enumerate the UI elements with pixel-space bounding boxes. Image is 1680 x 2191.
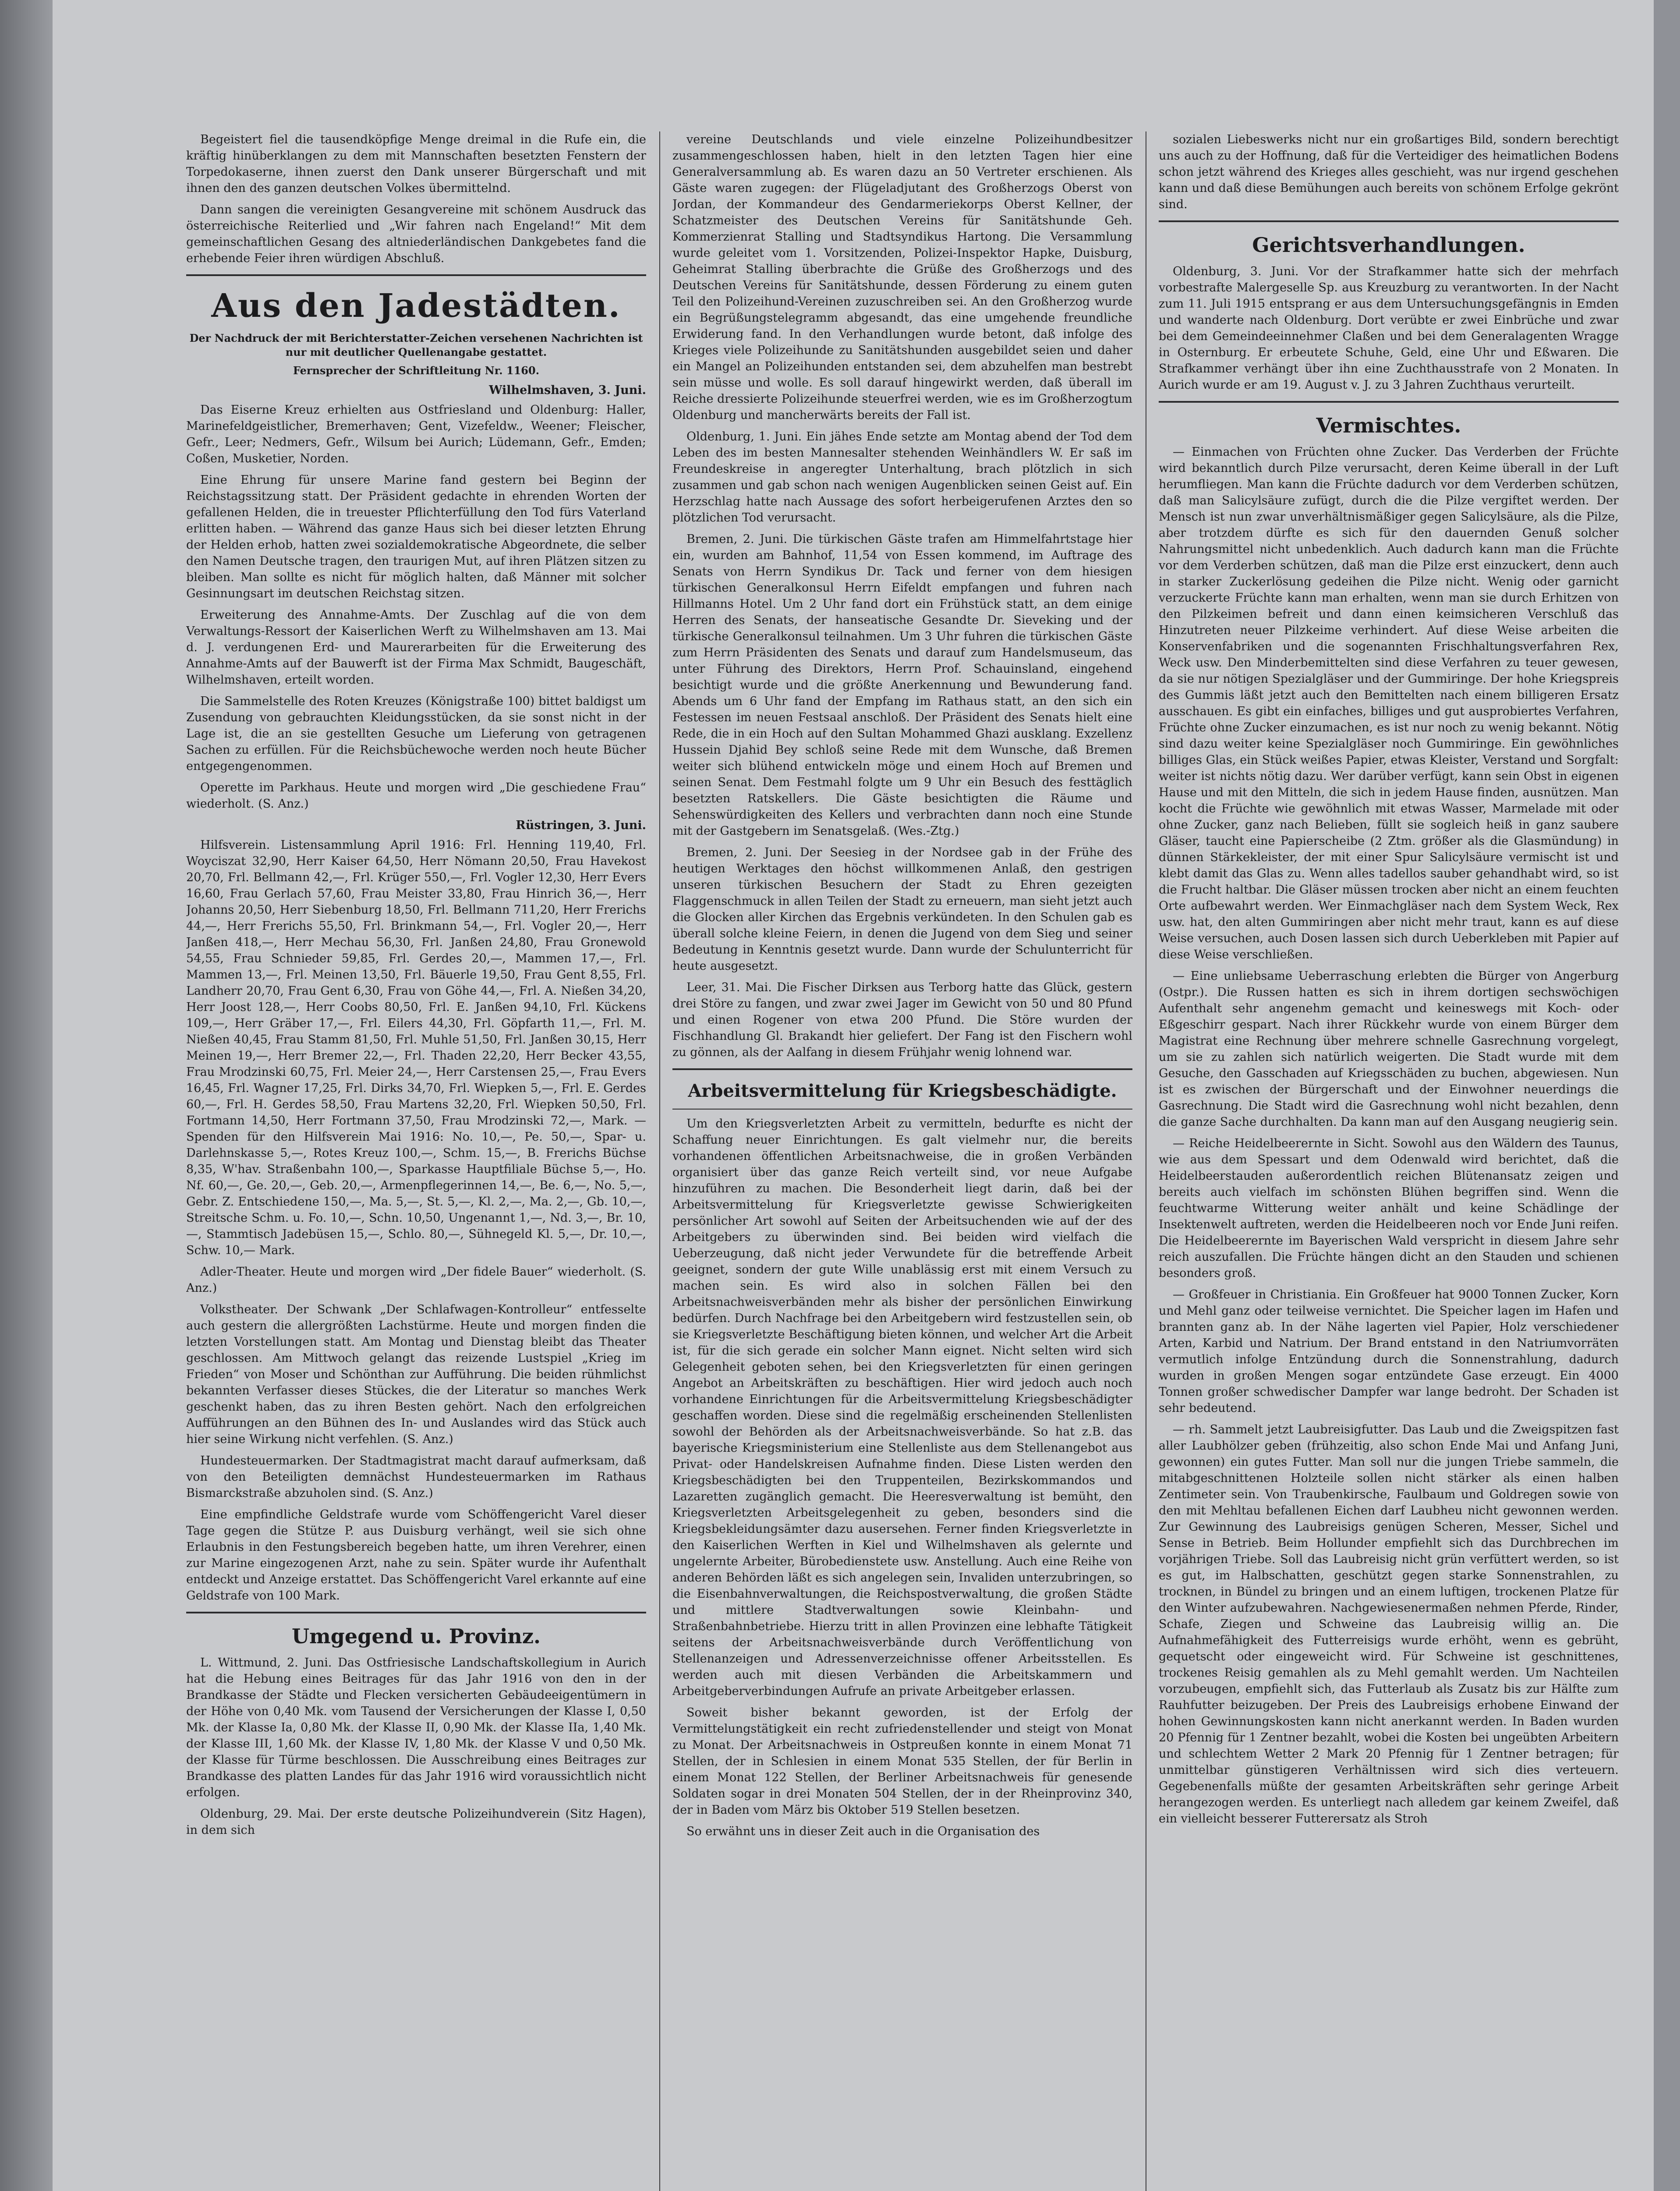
article-paragraph: Um den Kriegsverletzten Arbeit zu vermitteln, bedurfte es nicht der Schaffung neuer Einrichtungen. Es galt vielmehr nur, die bereits vorhandenen öffentlichen Arbeitsnachweise, die in großen Verbänden organisiert über das ganze Reich verteilt sind, vor neue Aufgabe hinzuführen zu machen. Die Besonderheit liegt darin, daß bei der Arbeitsvermittelung für Kriegsverletzte gewisse Schwierigkeiten persönlicher Art sowohl auf Seiten der Arbeitsuchenden wie auf der des Arbeitgebers zu überwinden sind. Bei beiden wird vielfach die Ueberzeugung, daß nicht jeder Verwundete für die betreffende Arbeit geeignet, sondern der gute Wille unablässig erst mit einem Versuch zu machen sein. Es wird also in solchen Fällen bei den Arbeitsnachweisverbänden mehr als bisher der persönlichen Einwirkung bedürfen. Durch Nachfrage bei den Arbeitgebern wird festzustellen sein, ob sie Kriegsverletzte Beschäftigung bieten können, und welcher Art die Arbeit ist, für die sich gerade ein solcher Mann eignet. Nicht selten wird sich Gelegenheit geboten sehen, bei den Kriegsverletzten für einen geringen Angebot an Arbeitskräften zu beschäftigen. Hier wird jedoch auch noch vorhandene Einrichtungen für die Arbeitsvermittelung Kriegsbeschädigter geschaffen worden. Diese sind die regelmäßig erscheinenden Stellenlisten sowohl der Behörden als der Arbeitsnachweisverbände. So hat z.B. das bayerische Kriegsministerium eine Stellenliste aus dem Stellenangebot aus Privat- oder Handelskreisen Aufnahme finden. Diese Listen werden den Kriegsbeschädigten bei den Truppenteilen, Bezirkskommandos und Lazaretten zugänglich gemacht. Die Heeresverwaltung ist bemüht, den Kriegsverletzten Arbeitsgelegenheit zu geben, besonders sind die Kriegsbekleidungsämter dazu ausersehen. Ferner finden Kriegsverletzte in den Kaiserlichen Werften in Kiel und Wilhelmshaven als gelernte und ungelernte Arbeiter, Bürobedienstete usw. Anstellung. Auch eine Reihe von anderen Behörden läßt es sich angelegen sein, Invaliden unterzubringen, so die Eisenbahnverwaltungen, die Reichspostverwaltung, die großen Städte und mittlere Stadtverwaltungen sowie Kleinbahn- und Straßenbahnbetriebe. Hierzu tritt in allen Provinzen eine lebhafte Tätigkeit seitens der Arbeitsnachweisverbände durch Veröffentlichung von Stellenanzeigen und Adressenverzeichnisse offener Arbeitsstellen. Es werden auch mit diesen Verbänden die Arbeitskammern und Arbeitgeberverbindungen Aufrufe an private Arbeitgeber erlassen. bbox=[672, 1117, 1132, 1698]
article-paragraph: So erwähnt uns in dieser Zeit auch in die Organisation des bbox=[686, 1825, 1040, 1838]
article-paragraph: sozialen Liebeswerks nicht nur ein großartiges Bild, sondern berechtigt uns auch zu der Hoffnung, daß für die Verteidiger des heimatlichen Bodens schon jetzt während des Krieges alles geschieht, was nur irgend geschehen kann und daß diese Bemühungen auch bereits von schönem Erfolge gekrönt sind. bbox=[1159, 133, 1619, 211]
article-paragraph: Das Eiserne Kreuz erhielten aus Ostfriesland und Oldenburg: Haller, Marinefeldgeistlicher, Bremerhaven; Gent, Vizefeldw., Weener; Fleischer, Gefr., Leer; Nedmers, Gefr., Wilsum bei Aurich; Lüdemann, Gefr., Emden; Coßen, Musketier, Norden. bbox=[186, 403, 646, 465]
column-1 bbox=[186, 131, 646, 2191]
article-paragraph: — Reiche Heidelbeerernte in Sicht. Sowohl aus den Wäldern des Taunus, wie aus dem Spessart und dem Odenwald wird berichtet, daß die Heidelbeerstauden außerordentlich reichen Blütenansatz zeigen und bereits auch vielfach im schönsten Blühen begriffen sind. Wenn die feuchtwarme Witterung weiter anhält und keine Schädlinge der Insektenwelt auftreten, werden die Heidelbeeren noch vor Ende Juni reifen. Die Heidelbeerernte im Bayerischen Wald verspricht in diesem Jahre sehr reich auszufallen. Die Früchte hängen dicht an den Stauden und schienen besonders groß. bbox=[1159, 1137, 1619, 1280]
section-heading-umgegend: Umgegend u. Provinz. bbox=[291, 1624, 541, 1648]
section-divider bbox=[186, 274, 646, 276]
newspaper-text-area bbox=[186, 131, 1619, 2191]
article-paragraph: Eine Ehrung für unsere Marine fand gestern bei Beginn der Reichstagssitzung statt. Der Präsident gedachte in ehrenden Worten der gefallenen Helden, die in treuester Pflichterfüllung den Tod fürs Vaterland erlitten haben. — Während das ganze Haus sich bei dieser letzten Ehrung der Helden erhob, hatten zwei sozialdemokratische Abgeordnete, die selber den Namen Deutsche tragen, den traurigen Mut, auf ihren Plätzen sitzen zu bleiben. Man sollte es nicht für möglich halten, daß Männer mit solcher Gesinnungsart im deutschen Reichstag sitzen. bbox=[186, 473, 646, 600]
article-paragraph: Soweit bisher bekannt geworden, ist der Erfolg der Vermittelungstätigkeit ein recht zufriedenstellender und steigt von Monat zu Monat. Der Arbeitsnachweis in Ostpreußen konnte in einem Monat 71 Stellen, der in Schlesien in einem Monat 535 Stellen, der für Berlin in einem Monat 122 Stellen, der Berliner Arbeitsnachweis für genesende Soldaten sogar in drei Monaten 504 Stellen, der in der Rheinprovinz 340, der in Baden vom März bis Oktober 519 Stellen besetzen. bbox=[672, 1706, 1132, 1817]
reprint-note: Der Nachdruck der mit Berichterstatter-Zeichen versehenen Nachrichten ist nur mit deutlicher Quellenangabe gestattet. bbox=[189, 332, 643, 358]
article-paragraph: Hilfsverein. Listensammlung April 1916: Frl. Henning 119,40, Frl. Woyciszat 32,90, Herr Kaiser 64,50, Herr Nömann 20,50, Frau Havekost 20,70, Frl. Bellmann 42,—, Frl. Krüger 550,—, Frl. Vogler 12,30, Herr Evers 16,60, Frau Gerlach 57,60, Frau Meister 33,80, Frau Hinrich 36,—, Herr Johanns 20,50, Herr Siebenburg 18,50, Frl. Bellmann 711,20, Herr Frerichs 44,—, Herr Frerichs 55,50, Frl. Brinkmann 54,—, Frl. Vogler 20,—, Herr Janßen 418,—, Herr Mechau 56,30, Frl. Janßen 24,80, Frau Gronewold 54,55, Frau Schnieder 59,85, Frl. Gerdes 20,—, Mammen 17,—, Frl. Mammen 13,—, Frl. Meinen 13,50, Frl. Bäuerle 19,50, Frau Gent 8,55, Frl. Landherr 20,70, Frau Gent 6,30, Frau von Göhe 44,—, Frl. A. Nießen 34,20, Herr Joost 128,—, Herr Coobs 80,50, Frl. E. Janßen 94,10, Frl. Kückens 109,—, Herr Gräber 17,—, Frl. Eilers 44,30, Frl. Göpfarth 11,—, Frl. M. Nießen 40,45, Frau Stamm 81,50, Frl. Muhle 51,50, Frl. Janßen 30,15, Herr Meinen 19,—, Herr Bremer 22,—, Frl. Thaden 22,20, Herr Becker 43,55, Frau Mrodzinski 60,75, Frl. Meier 24,—, Herr Carstensen 25,—, Frau Evers 16,45, Frl. Wagner 17,25, Frl. Dirks 34,70, Frl. Wiepken 5,—, Frl. E. Gerdes 60,—, Frl. H. Gerdes 58,50, Frau Martens 32,20, Frl. Wiepken 50,50, Frl. Fortmann 14,50, Herr Fortmann 37,50, Frau Mrodzinski 72,—, Mark. — Spenden für den Hilfsverein Mai 1916: No. 10,—, Pe. 50,—, Spar- u. Darlehnskasse 5,—, Rotes Kreuz 100,—, Schm. 15,—, B. Frerichs Büchse 8,35, W'hav. Straßenbahn 100,—, Sparkasse Hauptfiliale Büchse 5,—, Ho. Nf. 60,—, Ge. 20,—, Geb. 20,—, Armenpflegerinnen 14,—, Be. 6,—, No. 5,—, Gebr. Z. Entschiedene 150,—, Ma. 5,—, St. 5,—, Kl. 2,—, Ma. 2,—, Gb. 10,—, Streitsche Schm. u. Fo. 10,—, Schn. 10,50, Ungenannt 1,—, Nd. 3,—, Br. 10,—, Stammtisch Jadebüsen 15,—, Schlo. 80,—, Sühnegeld Kl. 5,—, Dr. 10,—, Schw. 10,— Mark. bbox=[186, 838, 646, 1257]
section-heading-jadestaedte: Aus den Jadestädten. bbox=[211, 287, 621, 325]
article-paragraph: Oldenburg, 1. Juni. Ein jähes Ende setzte am Montag abend der Tod dem Leben des im besten Mannesalter stehenden Weinhändlers W. Er saß im Freundeskreise in angeregter Unterhaltung, brach plötzlich in sich zusammen und gab schon nach wenigen Augenblicken seinen Geist auf. Ein Herzschlag hatte nach Aussage des sofort herbeigerufenen Arztes den so plötzlichen Tod verursacht. bbox=[672, 430, 1132, 525]
section-divider bbox=[186, 1612, 646, 1613]
section-divider bbox=[1159, 220, 1619, 222]
phone-line: Fernsprecher der Schriftleitung Nr. 1160. bbox=[293, 364, 540, 377]
article-paragraph: — Eine unliebsame Ueberraschung erlebten die Bürger von Angerburg (Ostpr.). Die Russen hatten es sich in ihrem dortigen sechswöchigen Aufenthalt sehr angenehm gemacht und keineswegs mit Koch- oder Eßgeschirr gespart. Nach ihrer Rückkehr wurde von einem Bürger dem Magistrat eine Rechnung über mehrere schnelle Gasrechnung vorgelegt, um sie zu zahlen sich natürlich weigerten. Die Stadt wurde mit dem Gesuche, den Gasschaden auf Kriegsschäden zu buchen, abgewiesen. Nun ist es zwischen der Bürgerschaft und der Einwohner neuerdings die Gasrechnung. Die Stadt wird die Gasrechnung wohl nicht bezahlen, denn die ganze Sache durchhalten. Da kann man auf den Ausgang neugierig sein. bbox=[1159, 969, 1619, 1129]
article-paragraph: Volkstheater. Der Schwank „Der Schlafwagen-Kontrolleur“ entfesselte auch gestern die allergrößten Lachstürme. Heute und morgen finden die letzten Vorstellungen statt. Am Montag und Dienstag bleibt das Theater geschlossen. Am Mittwoch gelangt das reizende Lustspiel „Krieg im Frieden“ von Moser und Schönthan zur Aufführung. Die beiden rühmlichst bekannten Verfasser dieses Stückes, die der Literatur so manches Werk geschenkt haben, das zu ihren Besten gehört. Nach den erfolgreichen Aufführungen an den Bühnen des In- und Auslandes wird das Stück auch hier seine Wirkung nicht verfehlen. (S. Anz.) bbox=[186, 1303, 646, 1446]
article-paragraph: vereine Deutschlands und viele einzelne Polizeihundbesitzer zusammengeschlossen haben, hielt in den letzten Tagen hier eine Generalversammlung ab. Es waren dazu an 50 Vertreter erschienen. Als Gäste waren zugegen: der Flügeladjutant des Großherzogs Oberst von Jordan, der Kommandeur des Gendarmeriekorps Oberst Kellner, der Schatzmeister des Deutschen Vereins für Sanitätshunde Geh. Kommerzienrat Stalling und Stadtsyndikus Hartong. Die Versammlung wurde geleitet vom 1. Vorsitzenden, Polizei-Inspektor Hapke, Duisburg, Geheimrat Stalling überbrachte die Grüße des Großherzogs und des Deutschen Vereins für Sanitätshunde, dessen Förderung zu einem guten Teil den Polizeihund-Vereinen zuzuschreiben sei. An den Großherzog wurde ein Begrüßungstelegramm abgesandt, das eine umgehende freundliche Erwiderung fand. In den Verhandlungen wurde betont, daß infolge des Krieges viele Polizeihunde zu Sanitätshunden ausgebildet seien und daher ein Mangel an Polizeihunden entstanden sei, dem abzuhelfen man bestrebt sein müsse und wolle. Es soll darauf hingewirkt werden, daß überall im Reiche dressierte Polizeihunde steuerfrei werden, wie es im Großherzogtum Oldenburg und mancherwärts bereits der Fall ist. bbox=[672, 133, 1132, 422]
article-paragraph: Dann sangen die vereinigten Gesangvereine mit schönem Ausdruck das österreichische Reiterlied und „Wir fahren nach Engeland!“ Mit dem gemeinschaftlichen Gesang des altniederländischen Dankgebetes fand die erhebende Feier ihren würdigen Abschluß. bbox=[186, 203, 646, 265]
article-paragraph: L. Wittmund, 2. Juni. Das Ostfriesische Landschaftskollegium in Aurich hat die Hebung eines Beitrages für das Jahr 1916 von den in der Brandkasse der Städte und Flecken versicherten Gebäudeeigentümern in der Höhe von 0,40 Mk. vom Tausend der Versicherungen der Klasse I, 0,50 Mk. der Klasse Ia, 0,80 Mk. der Klasse II, 0,90 Mk. der Klasse IIa, 1,40 Mk. der Klasse III, 1,60 Mk. der Klasse IV, 1,80 Mk. der Klasse V und 0,50 Mk. der Klasse für Türme beschlossen. Die Ausschreibung eines Beitrages zur Brandkasse des platten Landes für das Jahr 1916 wird voraussichtlich nicht erfolgen. bbox=[186, 1656, 646, 1799]
article-paragraph: Adler-Theater. Heute und morgen wird „Der fidele Bauer“ wiederholt. (S. Anz.) bbox=[186, 1265, 646, 1295]
binding-shadow bbox=[0, 0, 53, 2191]
article-paragraph: Hundesteuermarken. Der Stadtmagistrat macht darauf aufmerksam, daß von den Beteiligten demnächst Hundesteuermarken im Rathaus Bismarckstraße abzuholen sind. (S. Anz.) bbox=[186, 1454, 646, 1500]
dateline: Rüstringen, 3. Juni. bbox=[516, 819, 646, 832]
article-paragraph: Leer, 31. Mai. Die Fischer Dirksen aus Terborg hatte das Glück, gestern drei Störe zu fangen, und zwar zwei Jager im Gewicht von 50 und 80 Pfund und einen Rogener von etwa 200 Pfund. Die Störe wurden der Fischhandlung Gl. Brakandt hier geliefert. Der Fang ist den Fischern wohl zu gönnen, als der Aalfang in diesem Frühjahr wenig lohnend war. bbox=[672, 981, 1132, 1059]
article-paragraph: Erweiterung des Annahme-Amts. Der Zuschlag auf die von dem Verwaltungs-Ressort der Kaiserlichen Werft zu Wilhelmshaven am 13. Mai d. J. verdungenen Erd- und Maurerarbeiten für die Erweiterung des Annahme-Amts auf der Bauwerft ist der Firma Max Schmidt, Baugeschäft, Wilhelmshaven, erteilt worden. bbox=[186, 608, 646, 687]
column-2 bbox=[672, 131, 1132, 2191]
article-paragraph: Oldenburg, 3. Juni. Vor der Strafkammer hatte sich der mehrfach vorbestrafte Malergeselle Sp. aus Kreuzburg zu verantworten. In der Nacht zum 11. Juli 1915 entsprang er aus dem Untersuchungsgefängnis in Emden und wanderte nach Oldenburg. Dort verübte er zwei Einbrüche und zwar bei dem Gemeindeeinnehmer Claßen und bei dem Generalagenten Wragge in Osternburg. Er erbeutete Schuhe, Geld, eine Uhr und Eßwaren. Die Strafkammer verhängt über ihn eine Zuchthausstrafe von 2 Monaten. In Aurich wurde er am 19. August v. J. zu 3 Jahren Zuchthaus verurteilt. bbox=[1159, 265, 1619, 392]
dateline: Wilhelmshaven, 3. Juni. bbox=[489, 383, 646, 397]
article-paragraph: Eine empfindliche Geldstrafe wurde vom Schöffengericht Varel dieser Tage gegen die Stütze P. aus Duisburg verhängt, weil sie sich ohne Erlaubnis in den Festungsbereich begeben hatte, um ihren Verehrer, einen zur Marine eingezogenen Arzt, nahe zu sein. Später wurde ihr Aufenthalt entdeckt und Anzeige erstattet. Das Schöffengericht Varel erkannte auf eine Geldstrafe von 100 Mark. bbox=[186, 1508, 646, 1602]
article-paragraph: Bremen, 2. Juni. Die türkischen Gäste trafen am Himmelfahrtstage hier ein, wurden am Bahnhof, 11,54 von Essen kommend, im Auftrage des Senats von Herrn Syndikus Dr. Tack und ferner von dem hiesigen türkischen Generalkonsul Herrn Eifeldt empfangen und fuhren nach Hillmanns Hotel. Um 2 Uhr fand dort ein Frühstück statt, an dem einige Herren des Senats, der hanseatische Gesandte Dr. Sieveking und der türkische Generalkonsul teilnahmen. Um 3 Uhr fuhren die türkischen Gäste zum Herrn Präsidenten des Senats und darauf zum Handelsmuseum, das unter Führung des Direktors, Herrn Prof. Schauinsland, eingehend besichtigt wurde und die größte Anerkennung und Bewunderung fand. Abends um 6 Uhr fand der Empfang im Rathaus statt, an den sich ein Festessen im neuen Festsaal anschloß. Der Präsident des Senats hielt eine Rede, die in ein Hoch auf den Sultan Mohammed Ghazi ausklang. Exzellenz Hussein Djahid Bey schloß seine Rede mit dem Wunsche, daß Bremen weiter sich blühend entwickeln möge und einem Hoch auf Bremen und seinen Senat. Dem Festmahl folgte um 9 Uhr ein Besuch des festtäglich besetzten Ratskellers. Die Gäste besichtigten die Räume und Sehenswürdigkeiten des Kellers und verbrachten dann noch eine Stunde mit der Gastgebern im Senatsgelaß. (Wes.-Ztg.) bbox=[672, 532, 1132, 838]
section-divider bbox=[1159, 401, 1619, 403]
article-paragraph: — Großfeuer in Christiania. Ein Großfeuer hat 9000 Tonnen Zucker, Korn und Mehl ganz oder teilweise vernichtet. Die Speicher lagen im Hafen und brannten ganz ab. In der Nähe lagerten viel Papier, Holz verschiedener Arten, Karbid und Natrium. Der Brand entstand in den Natriumvorräten vermutlich infolge Entzündung durch die Sonnenstrahlung, dadurch wurden in großen Mengen sogar entzündete Gase erzeugt. Ein 4000 Tonnen großer schwedischer Dampfer war lange bedroht. Der Schaden ist sehr bedeutend. bbox=[1159, 1288, 1619, 1415]
section-divider bbox=[672, 1109, 1132, 1110]
section-divider bbox=[672, 1068, 1132, 1070]
article-paragraph: Bremen, 2. Juni. Der Seesieg in der Nordsee gab in der Frühe des heutigen Werktages den höchst willkommenen Anlaß, den gestrigen unseren türkischen Besuchern der Stadt zu Ehren gezeigten Flaggenschmuck in allen Teilen der Stadt zu erneuern, man sieht jetzt auch die Glocken aller Kirchen das Ergebnis verkündeten. In den Schulen gab es überall solche kleine Feiern, in denen die Jugend von dem Sieg und seiner Bedeutung in Kenntnis gesetzt wurde. Dann wurde der Schulunterricht für heute ausgesetzt. bbox=[672, 846, 1132, 973]
column-3 bbox=[1159, 131, 1619, 2191]
article-paragraph: Oldenburg, 29. Mai. Der erste deutsche Polizeihundverein (Sitz Hagen), in dem sich bbox=[186, 1807, 646, 1837]
article-paragraph: Operette im Parkhaus. Heute und morgen wird „Die geschiedene Frau“ wiederholt. (S. Anz.) bbox=[186, 781, 646, 811]
article-paragraph: Die Sammelstelle des Roten Kreuzes (Königstraße 100) bittet baldigst um Zusendung von gebrauchten Kleidungsstücken, da sie sonst nicht in der Lage ist, die an sie gestellten Gesuche um Lieferung von getragenen Sachen zu erfüllen. Für die Reichsbüchewoche werden noch heute Bücher entgegengenommen. bbox=[186, 695, 646, 773]
section-heading-gerichtsverhandlungen: Gerichtsverhandlungen. bbox=[1252, 233, 1525, 257]
article-paragraph: — Einmachen von Früchten ohne Zucker. Das Verderben der Früchte wird bekanntlich durch Pilze verursacht, deren Keime überall in der Luft herumfliegen. Man kann die Früchte dadurch vor dem Verderben schützen, daß man Salicylsäure zufügt, durch die die Pilze vergiftet werden. Der Mensch ist nun zwar unverhältnismäßiger gegen Salicylsäure, als die Pilze, aber trotzdem dürfte es sich für den dauernden Genuß solcher Nahrungsmittel nicht unbedenklich. Auch dadurch kann man die Früchte vor dem Verderben schützen, daß man die Pilze erst einzuckert, denn auch in starker Zuckerlösung gedeihen die Pilze nicht. Wenig oder garnicht verzuckerte Früchte kann man erhalten, wenn man sie durch Erhitzen von den Pilzkeimen befreit und dann einen keimsicheren Verschluß das Hinzutreten neuer Pilzkeime verhindert. Auf diese Weise arbeiten die Konservenfabriken und die sogenannten Frischhaltungsverfahren Rex, Weck usw. Den Minderbemittelten sind diese Verfahren zu teuer gewesen, da sie nur nötigen Spezialgläser und der Gummiringe. Der hohe Kriegspreis des Gummis läßt jetzt auch den Bemittelten nach einem billigeren Ersatz ausschauen. Es gibt ein einfaches, billiges und gut ausprobiertes Verfahren, Früchte ohne Zucker einzumachen, es ist nur noch zu wenig bekannt. Nötig sind dazu weiter keine Spezialgläser noch Gummiringe. Ein gewöhnliches billiges Glas, ein Stück weißes Papier, etwas Kleister, Verstand und Sorgfalt: weiter ist nichts nötig dazu. Wer darüber verfügt, kann sein Obst in eigenen Hause und mit den Mitteln, die sich in jedem Hause finden, ausnützen. Man kocht die Früchte wie gewöhnlich mit etwas Wasser, Marmelade mit oder ohne Zucker, ganz nach Belieben, füllt sie sogleich heiß in ganz saubere Gläser, taucht eine Papierscheibe (2 Ztm. größer als die Glasmündung) in dünnen Stärkekleister, der mit einer Spur Salicylsäure vermischt ist und klebt damit das Glas zu. Wenn alles tadellos sauber gehandhabt wird, so ist die Frucht haltbar. Die Gläser müssen trocken aber nicht an einem feuchten Orte aufbewahrt werden. Wer Einmachgläser nach dem System Weck, Rex usw. hat, den alten Gummiringen aber nicht mehr traut, kann es auf diese Weise versuchen, auch Dosen lassen sich durch Ueberkleben mit Papier auf diese Weise verschließen. bbox=[1159, 445, 1619, 961]
section-heading-vermischtes: Vermischtes. bbox=[1316, 414, 1461, 437]
section-heading-arbeitsvermittelung: Arbeitsvermittelung für Kriegsbeschädigte. bbox=[688, 1081, 1117, 1101]
article-paragraph: — rh. Sammelt jetzt Laubreisigfutter. Das Laub und die Zweigspitzen fast aller Laubhölzer geben (frühzeitig, also schon Ende Mai und Anfang Juni, gewonnen) ein gutes Futter. Man soll nur die jungen Triebe sammeln, die mitabgeschnittenen Holzteile sollen nicht stärker als einen halben Zentimeter sein. Von Traubenkirsche, Faulbaum und Goldregen sowie von den mit Mehltau befallenen Eichen darf Laubheu nicht gewonnen werden. Zur Gewinnung des Laubreisigs genügen Scheren, Messer, Sichel und Sense in Betrieb. Beim Hollunder empfiehlt sich das Durchbrechen im vorjährigen Triebe. Soll das Laubreisig nicht grün verfüttert werden, so ist es gut, im Halbschatten, geschützt gegen starke Sonnenstrahlen, zu trocknen, in Bündel zu bringen und an einem luftigen, trockenen Platze für den Winter aufzubewahren. Nachgewiesenermaßen nehmen Pferde, Rinder, Schafe, Ziegen und Schweine das Laubreisig willig an. Die Aufnahmefähigkeit des Futterreisigs wurde erhöht, wenn es gebrüht, gequetscht oder eingeweicht wird. Für Schweine ist geschnittenes, trockenes Reisig gemahlen als zu Mehl gemahlt werden. Um Nachteilen vorzubeugen, empfiehlt sich, das Futterlaub als Zusatz bis zur Hälfte zum Rauhfutter beizugeben. Der Preis des Laubreisigs erhobene Einwand der hohen Gewinnungskosten kann nicht anerkannt werden. In Baden wurden 20 Pfennig für 1 Zentner bezahlt, wobei die Kosten bei ungeübten Arbeitern und schlechtem Wetter 2 Mark 20 Pfennig für 1 Zentner betragen; für unmittelbar günstigeren Verhältnissen wird sich dies verteuern. Gegebenenfalls müßte der gesamten Arbeitskräften sehr geringe Arbeit herangezogen werden. Es unterliegt nach alledem gar keinem Zweifel, daß ein vielleicht besserer Futterersatz als Stroh bbox=[1159, 1423, 1619, 1826]
article-paragraph: Begeistert fiel die tausendköpfige Menge dreimal in die Rufe ein, die kräftig hinüberklangen zu dem mit Mannschaften besetzten Fenstern der Torpedokaserne, ihnen zuerst den Dank unserer Bürgerschaft und mit ihnen den des ganzen deutschen Volkes übermittelnd. bbox=[186, 133, 646, 195]
column-rule bbox=[659, 131, 660, 2191]
